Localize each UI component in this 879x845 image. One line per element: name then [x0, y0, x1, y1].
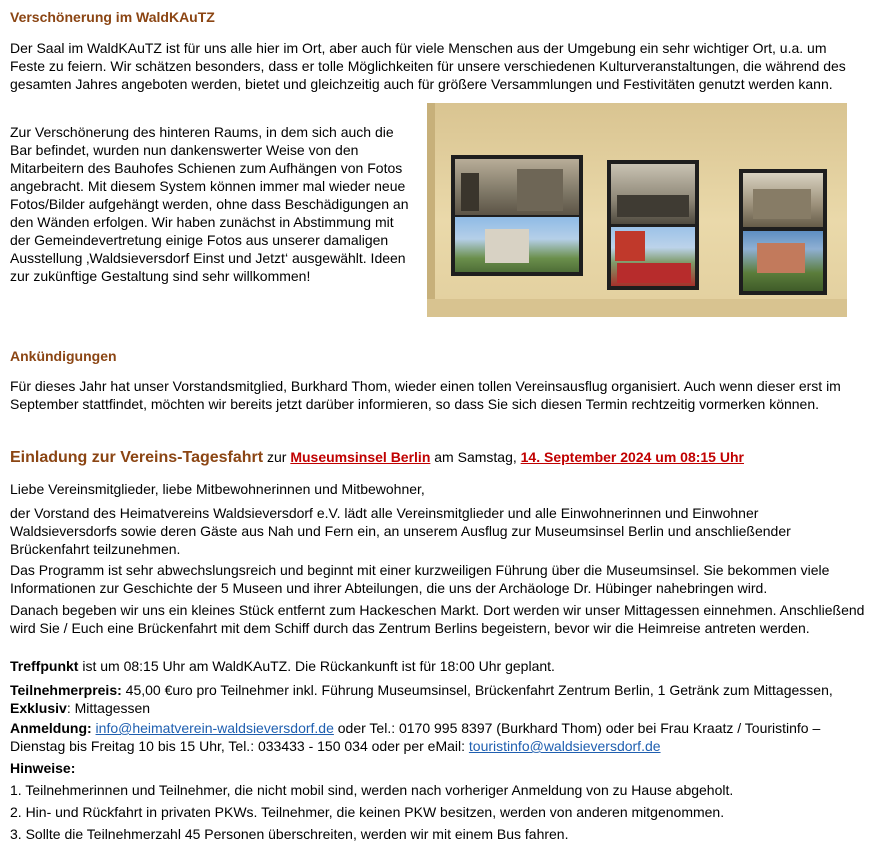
- invitation-paragraph1: der Vorstand des Heimatvereins Waldsieversdorf e.V. lädt alle Vereinsmitglieder und alle Einwohnerinnen und Einwohner Waldsieversdorfs sowie deren Gäste aus Nah und Fern ein, an unserem Ausflug zur Museumsinsel Berlin und anschließender Brückenfahrt teilzunehmen.: [10, 505, 791, 557]
- invitation-paragraph2: Das Programm ist sehr abwechslungsreich und beginnt mit einer kurzweiligen Führung über die Museumsinsel. Sie bekommen viele Informationen zur Geschichte der 5 Museen und ihrer Abteilungen, die uns der Archäologe Dr. Hübinger nahebringen wird.: [10, 562, 830, 596]
- section-title-verschoenerung: Verschönerung im WaldKAuTZ: [10, 9, 215, 25]
- registration-text: oder Tel.: 0170 995 8397 (Burkhard Thom) oder bei Frau Kraatz / Touristinfo – Dienstag bis Freitag 10 bis 15 Uhr, Tel.: 033433 - 150 034 oder per eMail:: [10, 720, 821, 754]
- announcement-intro: Für dieses Jahr hat unser Vorstandsmitglied, Burkhard Thom, wieder einen tollen Vereinsausflug organisiert. Auch wenn dieser erst im September stattfindet, möchten wir bereits jetzt darüber informieren, so dass Sie sich diesen Termin rechtzeitig vormerken können.: [10, 378, 841, 412]
- section-title-ankuendigungen: Ankündigungen: [10, 348, 117, 364]
- meeting-point-label: Treffpunkt: [10, 658, 79, 674]
- meeting-point: [10, 657, 865, 675]
- section1-paragraph2: Zur Verschönerung des hinteren Raums, in dem sich auch die Bar befindet, wurden nun dankenswerter Weise von den Mitarbeitern des Bauhofes Schienen zum Aufhängen von Fotos angebracht. Mit diesem System können immer mal wieder neue Fotos/Bilder aufgehängt werden, ohne dass Beschädigungen an den Wänden erfolgen. Wir haben zunächst in Abstimmung mit der Gemeindevertretung einige Fotos aus unserer damaligen Ausstellung ‚Waldsieversdorf Einst und Jetzt‘ ausgewählt. Ideen zur zukünftige Gestaltung sind sehr willkommen!: [10, 124, 409, 284]
- invitation-zur: zur: [263, 449, 291, 465]
- hint-item: 2. Hin- und Rückfahrt in privaten PKWs. Teilnehmer, die keinen PKW besitzen, werden von anderen mitgenommen.: [10, 804, 725, 820]
- touristinfo-email-link[interactable]: touristinfo@waldsieversdorf.de: [468, 738, 661, 754]
- price-info: [10, 681, 865, 717]
- hint-item: 3. Sollte die Teilnehmerzahl 45 Personen überschreiten, werden wir mit einem Bus fahren.: [10, 826, 569, 842]
- exklusiv-text: : Mittagessen: [66, 700, 151, 716]
- invitation-title: Einladung zur Vereins-Tagesfahrt: [10, 449, 264, 466]
- invitation-heading: [10, 447, 865, 468]
- hints-label: [10, 759, 865, 777]
- greeting: Liebe Vereinsmitglieder, liebe Mitbewohnerinnen und Mitbewohner,: [10, 481, 425, 497]
- price-text: 45,00 €uro pro Teilnehmer inkl. Führung Museumsinsel, Brückenfahrt Zentrum Berlin, 1 Getränk zum Mittagessen,: [121, 682, 833, 698]
- wall-photos-image: [427, 103, 847, 317]
- date-highlight: 14. September 2024 um 08:15 Uhr: [520, 449, 744, 465]
- hints-label-text: Hinweise:: [10, 760, 76, 776]
- registration-label: Anmeldung:: [10, 720, 92, 736]
- hint-item: 1. Teilnehmerinnen und Teilnehmer, die nicht mobil sind, werden nach vorheriger Anmeldung von zu Hause abgeholt.: [10, 782, 734, 798]
- registration-email-link[interactable]: info@heimatverein-waldsieversdorf.de: [95, 720, 334, 736]
- registration-info: [10, 719, 865, 755]
- destination-highlight: Museumsinsel Berlin: [290, 449, 431, 465]
- invitation-am: am Samstag,: [430, 449, 521, 465]
- price-label: Teilnehmerpreis:: [10, 682, 122, 698]
- meeting-point-text: ist um 08:15 Uhr am WaldKAuTZ. Die Rückankunft ist für 18:00 Uhr geplant.: [78, 658, 555, 674]
- section1-paragraph1: Der Saal im WaldKAuTZ ist für uns alle hier im Ort, aber auch für viele Menschen aus der Umgebung ein sehr wichtiger Ort, u.a. um Feste zu feiern. Wir schätzen besonders, dass er tolle Möglichkeiten für unsere verschiedenen Kulturveranstaltungen, die während des gesamten Jahres angeboten werden, bietet und gleichzeitig auch für größere Versammlungen und Festivitäten genutzt werden kann.: [10, 40, 846, 92]
- invitation-paragraph3: Danach begeben wir uns ein kleines Stück entfernt zum Hackeschen Markt. Dort werden wir unser Mittagessen einnehmen. Anschließend wird Sie / Euch eine Brückenfahrt mit dem Schiff durch das Zentrum Berlins begeistern, bevor wir die Heimreise antreten werden.: [10, 602, 865, 636]
- exklusiv-label: Exklusiv: [10, 700, 67, 716]
